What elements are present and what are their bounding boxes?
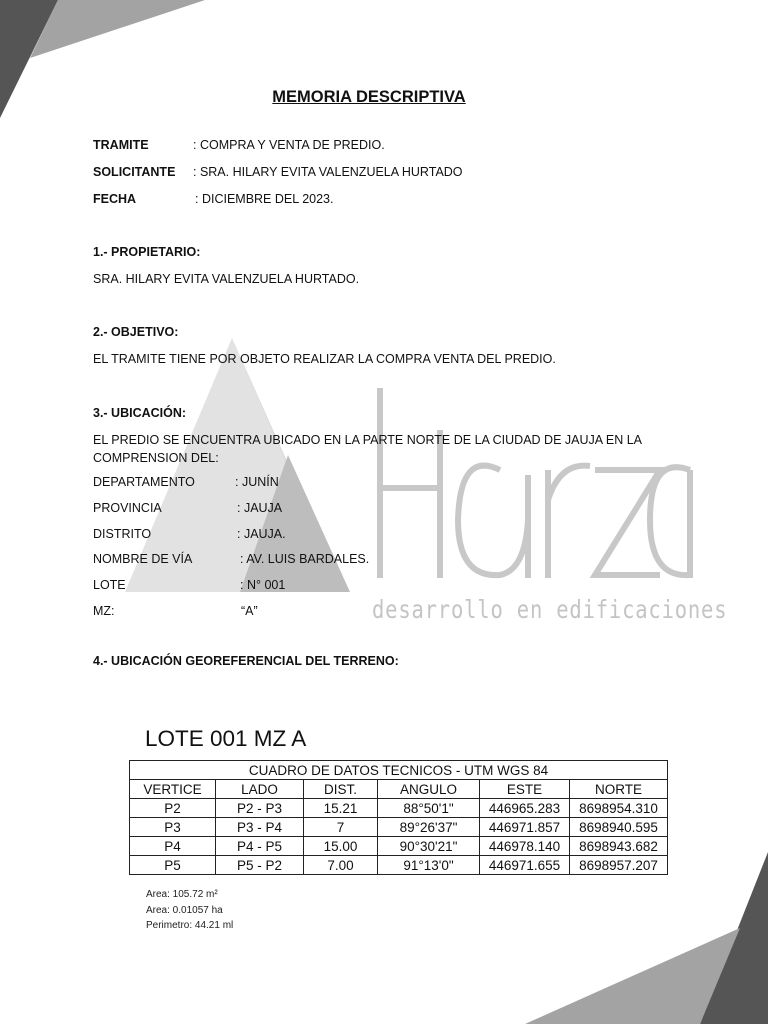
lote-label: LOTE <box>93 578 126 592</box>
table-cell: 8698943.682 <box>570 837 668 856</box>
section-ubicacion-heading: 3.- UBICACIÓN: <box>93 406 187 420</box>
area-m2: Area: 105.72 m² <box>146 889 218 900</box>
column-header: LADO <box>216 780 304 799</box>
section-ubicacion-text: EL PREDIO SE ENCUENTRA UBICADO EN LA PARTE NORTE DE LA CIUDAD DE JAUJA EN LA COMPRENSION DEL: <box>93 433 642 465</box>
table-cell: 446965.283 <box>480 799 570 818</box>
table-title-row <box>130 761 668 780</box>
table-cell: P5 <box>130 856 216 875</box>
table-cell: 15.00 <box>304 837 378 856</box>
mz-value: “A” <box>241 604 258 618</box>
table-row <box>130 856 668 875</box>
section-propietario-text: SRA. HILARY EVITA VALENZUELA HURTADO. <box>93 272 360 286</box>
fecha-label: FECHA <box>93 192 137 206</box>
fecha-value: : DICIEMBRE DEL 2023. <box>195 192 334 206</box>
table-cell: 90°30'21" <box>378 837 480 856</box>
table-cell: P4 <box>130 837 216 856</box>
departamento-label: DEPARTAMENTO <box>93 475 195 489</box>
provincia-label: PROVINCIA <box>93 501 162 515</box>
distrito-value: : JAUJA. <box>237 527 286 541</box>
table-cell: P5 - P2 <box>216 856 304 875</box>
table-cell: 88°50'1" <box>378 799 480 818</box>
table-cell: 446978.140 <box>480 837 570 856</box>
table-cell: P2 <box>130 799 216 818</box>
section-objetivo-heading: 2.- OBJETIVO: <box>93 325 179 339</box>
table-cell: P3 <box>130 818 216 837</box>
section-objetivo-text: EL TRAMITE TIENE POR OBJETO REALIZAR LA COMPRA VENTA DEL PREDIO. <box>93 352 556 366</box>
table-cell: 8698940.595 <box>570 818 668 837</box>
table-cell: 7.00 <box>304 856 378 875</box>
table-cell: 446971.857 <box>480 818 570 837</box>
tramite-label: TRAMITE <box>93 138 149 152</box>
tramite-value: : COMPRA Y VENTA DE PREDIO. <box>193 138 385 152</box>
solicitante-label: SOLICITANTE <box>93 165 176 179</box>
table-row <box>130 837 668 856</box>
table-row <box>130 818 668 837</box>
table-cell: P2 - P3 <box>216 799 304 818</box>
column-header: NORTE <box>570 780 668 799</box>
area-ha: Area: 0.01057 ha <box>146 905 223 916</box>
table-cell: 15.21 <box>304 799 378 818</box>
section-georeferencia-heading: 4.- UBICACIÓN GEOREFERENCIAL DEL TERRENO: <box>93 654 399 668</box>
provincia-value: : JAUJA <box>237 501 283 515</box>
table-title: CUADRO DE DATOS TECNICOS - UTM WGS 84 <box>130 761 668 780</box>
document-title: MEMORIA DESCRIPTIVA <box>272 88 466 106</box>
column-header: ESTE <box>480 780 570 799</box>
via-label: NOMBRE DE VÍA <box>93 552 193 566</box>
technical-data-table <box>129 760 668 875</box>
table-cell: 8698954.310 <box>570 799 668 818</box>
mz-label: MZ: <box>93 604 115 618</box>
table-cell: 8698957.207 <box>570 856 668 875</box>
table-cell: 89°26'37" <box>378 818 480 837</box>
perimetro: Perimetro: 44.21 ml <box>146 920 234 931</box>
column-header: ANGULO <box>378 780 480 799</box>
table-row <box>130 799 668 818</box>
solicitante-value: : SRA. HILARY EVITA VALENZUELA HURTADO <box>193 165 463 179</box>
lote-title: LOTE 001 MZ A <box>145 726 307 751</box>
departamento-value: : JUNÍN <box>235 475 279 489</box>
table-cell: 446971.655 <box>480 856 570 875</box>
lote-value: : N° 001 <box>240 578 286 592</box>
table-cell: P4 - P5 <box>216 837 304 856</box>
section-propietario-heading: 1.- PROPIETARIO: <box>93 245 201 259</box>
table-cell: P3 - P4 <box>216 818 304 837</box>
column-header: VERTICE <box>130 780 216 799</box>
watermark-letters <box>380 388 690 578</box>
distrito-label: DISTRITO <box>93 527 152 541</box>
via-value: : AV. LUIS BARDALES. <box>240 552 370 566</box>
table-header-row <box>130 780 668 799</box>
watermark-tagline: desarrollo en edificaciones <box>372 595 728 624</box>
column-header: DIST. <box>304 780 378 799</box>
table-cell: 7 <box>304 818 378 837</box>
table-cell: 91°13'0" <box>378 856 480 875</box>
